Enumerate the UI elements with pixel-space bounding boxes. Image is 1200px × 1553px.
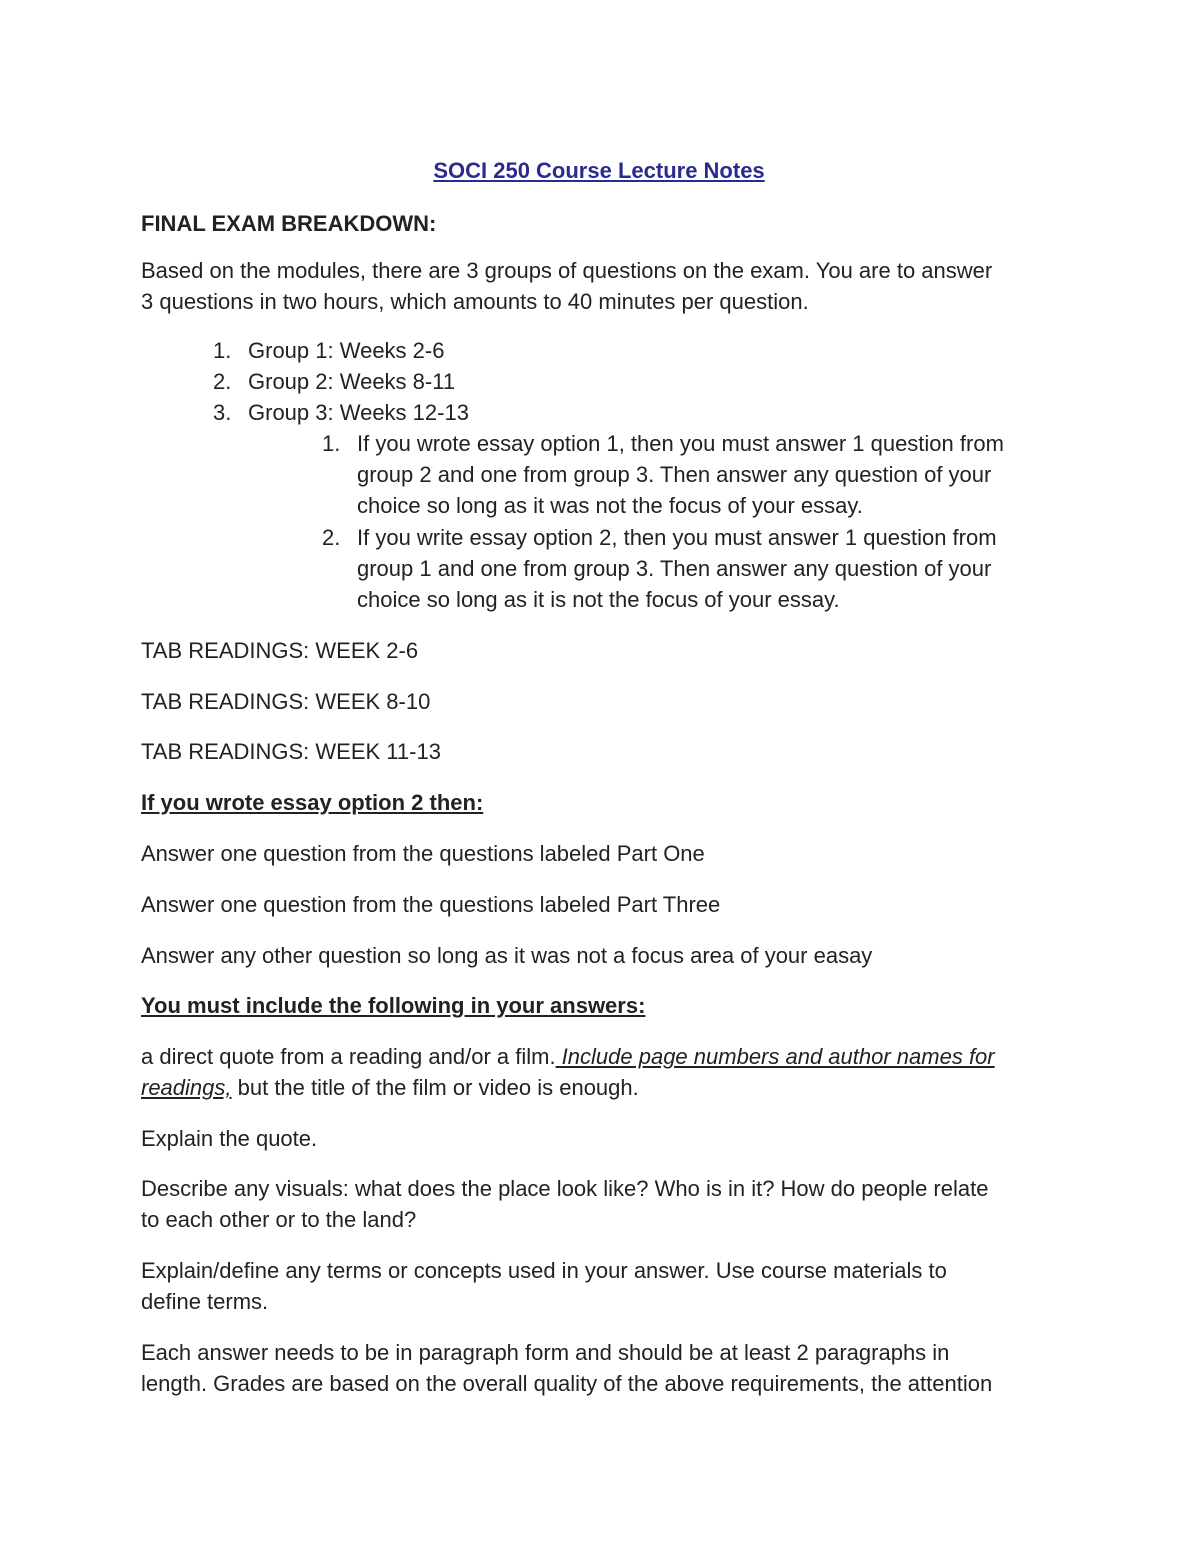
quote-text: a direct quote from a reading and/or a film. bbox=[141, 1044, 556, 1069]
quote-emphasis: Include page numbers and author names for bbox=[555, 1044, 995, 1069]
option2-item: Answer one question from the questions labeled Part Three bbox=[141, 892, 721, 917]
option2-heading: If you wrote essay option 2 then: bbox=[141, 790, 484, 815]
sublist-item-line: group 2 and one from group 3. Then answer any question of your bbox=[357, 462, 992, 487]
quote-paragraph-line-1 bbox=[141, 1041, 995, 1072]
sublist-item-line: If you write essay option 2, then you must answer 1 question from bbox=[357, 525, 997, 550]
tab-readings-line: TAB READINGS: WEEK 8-10 bbox=[141, 689, 431, 714]
option2-item: Answer any other question so long as it was not a focus area of your easay bbox=[141, 943, 873, 968]
intro-line-1: Based on the modules, there are 3 groups of questions on the exam. You are to answer bbox=[141, 258, 993, 283]
quote-text: but the title of the film or video is enough. bbox=[231, 1075, 639, 1100]
sublist-item-line: group 1 and one from group 3. Then answer any question of your bbox=[357, 556, 992, 581]
page-title: SOCI 250 Course Lecture Notes bbox=[433, 158, 765, 183]
sublist-item-number: 2. bbox=[322, 525, 341, 550]
explain-quote-text: Explain the quote. bbox=[141, 1126, 318, 1151]
terms-line-1: Explain/define any terms or concepts used in your answer. Use course materials to bbox=[141, 1258, 947, 1283]
list-item: Group 1: Weeks 2-6 bbox=[248, 338, 445, 363]
paragraph-req-line-2: length. Grades are based on the overall quality of the above requirements, the attention bbox=[141, 1371, 993, 1396]
list-item-number: 2. bbox=[213, 369, 232, 394]
tab-readings-line: TAB READINGS: WEEK 11-13 bbox=[141, 739, 441, 764]
tab-readings-line: TAB READINGS: WEEK 2-6 bbox=[141, 638, 419, 663]
list-item: Group 2: Weeks 8-11 bbox=[248, 369, 456, 394]
terms-line-2: define terms. bbox=[141, 1289, 269, 1314]
requirements-heading: You must include the following in your answers: bbox=[141, 993, 646, 1018]
list-item: Group 3: Weeks 12-13 bbox=[248, 400, 469, 425]
visuals-line-1: Describe any visuals: what does the place look like? Who is in it? How do people relate bbox=[141, 1176, 989, 1201]
intro-line-2: 3 questions in two hours, which amounts to 40 minutes per question. bbox=[141, 289, 809, 314]
visuals-line-2: to each other or to the land? bbox=[141, 1207, 417, 1232]
sublist-item-line: choice so long as it was not the focus of your essay. bbox=[357, 493, 863, 518]
paragraph-req-line-1: Each answer needs to be in paragraph form and should be at least 2 paragraphs in bbox=[141, 1340, 950, 1365]
quote-paragraph-line-2 bbox=[141, 1072, 639, 1103]
list-item-number: 1. bbox=[213, 338, 232, 363]
sublist-item-number: 1. bbox=[322, 431, 341, 456]
section-heading-final-exam: FINAL EXAM BREAKDOWN: bbox=[141, 211, 437, 236]
quote-emphasis: readings, bbox=[141, 1075, 232, 1100]
option2-item: Answer one question from the questions labeled Part One bbox=[141, 841, 705, 866]
list-item-number: 3. bbox=[213, 400, 232, 425]
sublist-item-line: If you wrote essay option 1, then you must answer 1 question from bbox=[357, 431, 1004, 456]
sublist-item-line: choice so long as it is not the focus of your essay. bbox=[357, 587, 840, 612]
